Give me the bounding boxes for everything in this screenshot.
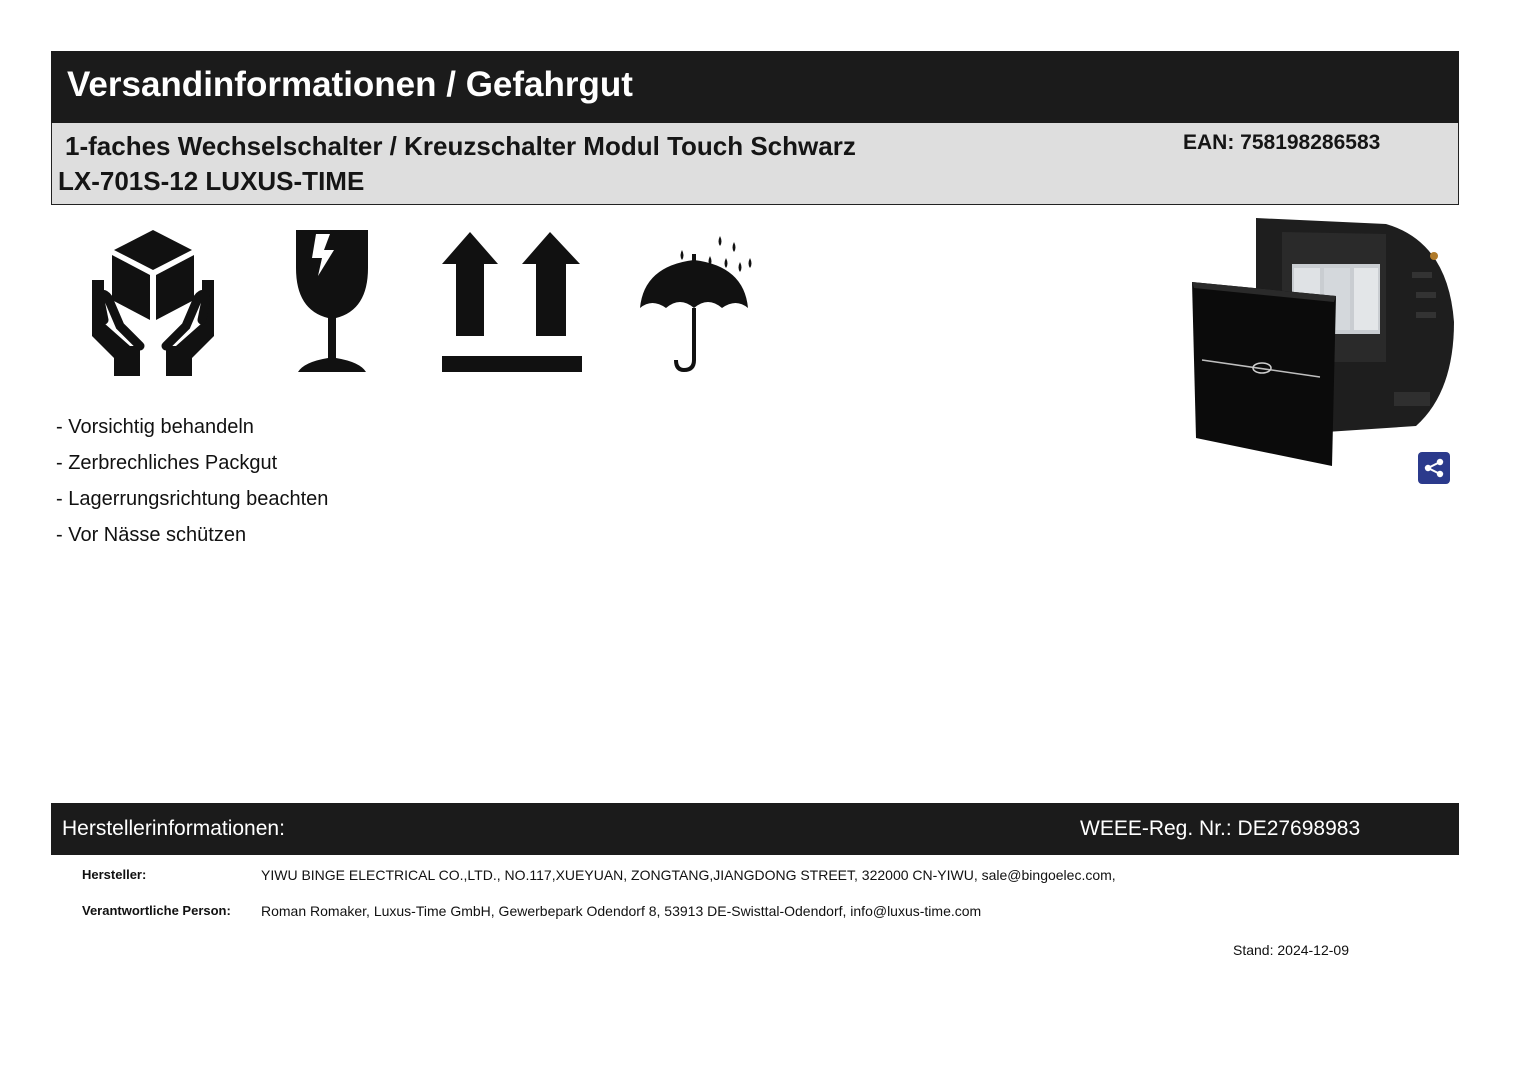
this-way-up-icon bbox=[440, 228, 582, 374]
handling-notes bbox=[56, 414, 328, 558]
note-item: - Vorsichtig behandeln bbox=[56, 416, 254, 438]
handle-with-care-icon bbox=[90, 228, 216, 376]
share-icon bbox=[1418, 452, 1450, 484]
note-item: - Vor Nässe schützen bbox=[56, 524, 247, 546]
note-item: - Zerbrechliches Packgut bbox=[56, 452, 278, 474]
responsible-value: Roman Romaker, Luxus-Time GmbH, Gewerbepark Odendorf 8, 53913 DE-Swisttal-Odendorf, info@luxus-time.com bbox=[261, 903, 982, 919]
manufacturer-bar bbox=[51, 803, 1459, 855]
header-bar bbox=[51, 51, 1459, 123]
weee-registration: WEEE-Reg. Nr.: DE27698983 bbox=[1080, 817, 1361, 840]
product-ean: EAN: 758198286583 bbox=[1183, 131, 1381, 154]
note-item: - Lagerrungsrichtung beachten bbox=[56, 488, 329, 510]
shipping-icons bbox=[88, 228, 768, 378]
fragile-glass-icon bbox=[294, 228, 370, 374]
product-image bbox=[1186, 212, 1458, 470]
manufacturer-label: Hersteller: bbox=[82, 867, 147, 882]
manufacturer-value: YIWU BINGE ELECTRICAL CO.,LTD., NO.117,XUEYUAN, ZONGTANG,JIANGDONG STREET, 322000 CN-YIWU, sale@bingoelec.com, bbox=[261, 867, 1116, 883]
product-name: 1-faches Wechselschalter / Kreuzschalter Modul Touch Schwarz bbox=[65, 131, 856, 161]
manufacturer-section-label: Herstellerinformationen: bbox=[62, 817, 285, 840]
stand-date: Stand: 2024-12-09 bbox=[1233, 942, 1349, 958]
responsible-label: Verantwortliche Person: bbox=[82, 903, 231, 918]
share-button[interactable] bbox=[1418, 452, 1450, 484]
page-title: Versandinformationen / Gefahrgut bbox=[67, 65, 633, 104]
product-sku: LX-701S-12 LUXUS-TIME bbox=[58, 166, 365, 196]
keep-dry-icon bbox=[636, 228, 758, 374]
product-bar bbox=[51, 123, 1459, 205]
